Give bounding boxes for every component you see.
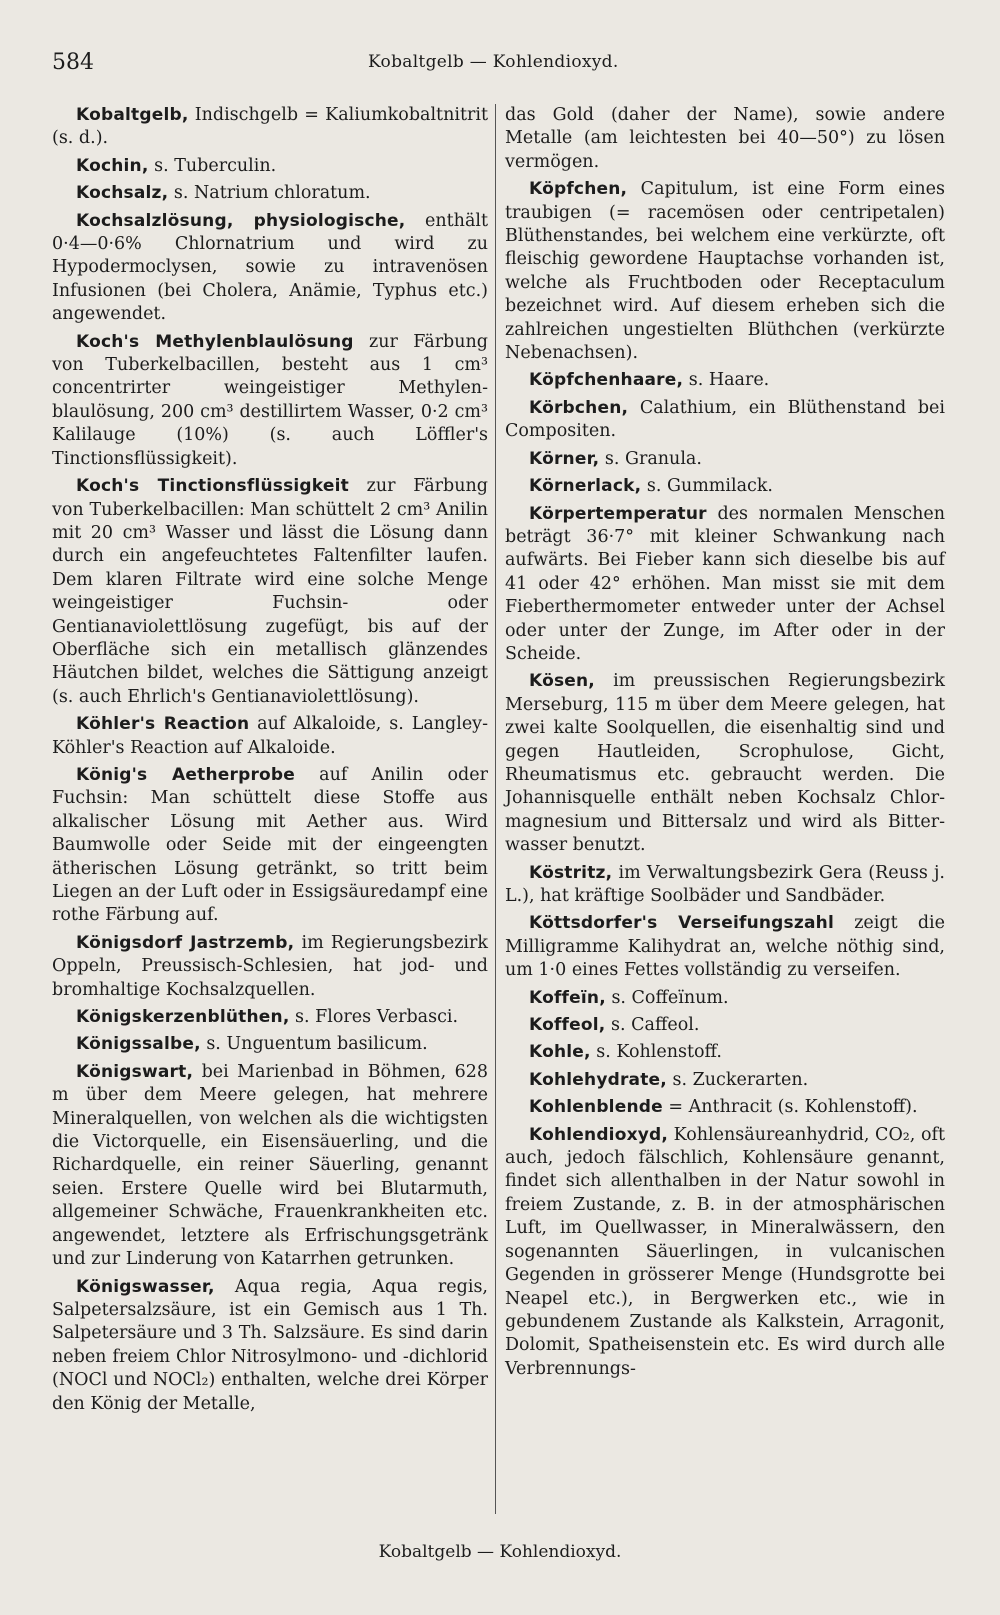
entry-headword: König's Aetherprobe [76, 764, 296, 785]
entry-text: Aqua regia, Aqua regis, Salpetersalzsäure, ist ein Gemisch aus 1 Th. Salpetersäure und 3 Th. Salzsäure. Es sind darin neben freiem Chlor Nitrosylmono- und -dichlorid (NOCl und NOCl₂) enthalten, welche drei Körper den König der Metalle, [52, 1276, 488, 1414]
entry-text: s. Tuberculin. [148, 155, 277, 176]
entry-text: Calathium, ein Blüthenstand bei Compositen. [505, 397, 945, 442]
entry [52, 155, 488, 178]
entry-text: s. Unguentum basilicum. [200, 1034, 428, 1055]
entry [52, 1061, 488, 1272]
entry-headword: Königswasser, [76, 1276, 215, 1297]
entry [505, 397, 945, 444]
entry-headword: Kohlendioxyd, [529, 1124, 669, 1145]
entry-headword: Körnerlack, [529, 476, 642, 497]
entry [52, 331, 488, 471]
entry-text: s. Coffeïnum. [605, 987, 729, 1008]
entry-headword: Körbchen, [529, 397, 629, 418]
entry [505, 1014, 945, 1037]
entry-headword: Königssalbe, [76, 1034, 201, 1055]
entry [505, 503, 945, 667]
entry [52, 764, 488, 928]
entry [505, 1096, 945, 1119]
entry [505, 1124, 945, 1381]
entry-headword: Königskerzenblüthen, [76, 1007, 290, 1028]
entry-headword: Köpfchenhaare, [529, 370, 684, 391]
entry-text: Capitulum, ist eine Form eines traubigen (= racemösen oder centripetalen) Blüthenstandes, bei welchem eine verkürzte, oft fleischig gewordene Hauptachse vorhanden ist, welche als Fruchtboden oder Receptaculum bezeichnet wird. Auf diesem erheben sich die zahlreichen ungestielten Blüthchen (verkürzte Nebenachsen). [505, 179, 945, 364]
entry-headword: Köhler's Reaction [76, 714, 250, 735]
page-footer: Kobaltgelb — Kohlendioxyd. [378, 1542, 622, 1562]
entry [52, 1276, 488, 1416]
entry-text: im Regierungsbezirk Oppeln, Preussisch-Schlesien, hat jod- und bromhaltige Kochsalzquellen. [52, 932, 488, 1000]
entry-text: des normalen Menschen beträgt 36·7° mit kleiner Schwankung nach aufwärts. Bei Fieber kann sich dieselbe bis auf 41 oder 42° erhöhen. Man misst sie mit dem Fieberthermometer entweder unter der Achsel oder unter der Zunge, im After oder in der Scheide. [505, 503, 945, 664]
running-head: Kobaltgelb — Kohlendioxyd. [368, 52, 619, 72]
entry [505, 448, 945, 471]
entry-text: Kohlensäureanhydrid, CO₂, oft auch, jedoch fälschlich, Kohlensäure genannt, findet sich allenthalben in der Natur sowohl in freiem Zustande, z. B. in der atmosphärischen Luft, im Quellwasser, in Mineralwässern, den sogenannten Säuerlingen, in vulcanischen Gegenden in grösserer Menge (Hundsgrotte bei Neapel etc.), in Bergwerken etc., wie in gebundenem Zustande als Kalkstein, Arragonit, Dolomit, Spatheisenstein etc. Es wird durch alle Verbrennungs- [505, 1124, 945, 1379]
entry-text: s. Natrium chloratum. [168, 183, 371, 204]
entry [505, 670, 945, 857]
entry [505, 369, 945, 392]
entry [52, 713, 488, 760]
entry-headword: Kochin, [76, 155, 149, 176]
entry-headword: Königsdorf Jastrzemb, [76, 932, 295, 953]
entry-headword: Körner, [529, 448, 600, 469]
entry-headword: Koffeol, [529, 1015, 606, 1036]
entry [52, 182, 488, 205]
left-column [52, 104, 488, 1420]
entry-text: bei Marienbad in Böhmen, 628 m über dem Meere gelegen, hat mehrere Mineralquellen, von welchen als die wichtigsten die Victorquelle, ein Eisensäuerling, und die Richardquelle, ein reiner Säuerling, genannt seien. Erstere Quelle wird bei Blutarmuth, allgemeiner Schwäche, Frauenkrankheiten etc. angewendet, letztere als Erfrischungsgetränk und zur Linderung von Katarrhen getrunken. [52, 1061, 488, 1270]
entry-text: auf Anilin oder Fuchsin: Man schüttelt diese Stoffe aus alkalischer Lösung mit Aether aus. Wird Baumwolle oder Seide mit der eingeengten ätherischen Lösung getränkt, so tritt beim Liegen an der Luft oder in Essigsäuredampf eine rothe Färbung auf. [52, 764, 488, 926]
entry-text: auf Alkaloide, s. Langley-Köhler's Reaction auf Alkaloide. [52, 714, 488, 758]
entry-headword: Königswart, [76, 1061, 194, 1082]
entry-text: im preussischen Regierungsbezirk Merseburg, 115 m über dem Meere gelegen, hat zwei kalte Soolquellen, die eisenhaltig sind und gegen Hautleiden, Scrophulose, Gicht, Rheumatismus etc. gebraucht werden. Die Johannisquelle enthält neben Kochsalz Chlormagnesium und Bittersalz und wird als Bitterwasser benutzt. [505, 671, 945, 856]
entry [505, 1041, 945, 1064]
entry-text: s. Zuckerarten. [666, 1069, 809, 1090]
entry-headword: Koffeïn, [529, 987, 606, 1008]
entry-text: s. Flores Verbasci. [289, 1007, 459, 1028]
entry-headword: Kohlehydrate, [529, 1069, 667, 1090]
entry-text: s. Granula. [599, 448, 702, 469]
entry [505, 987, 945, 1010]
entry [505, 475, 945, 498]
page-number: 584 [52, 50, 94, 75]
entry-text: das Gold (daher der Name), sowie andere Metalle (am leichtesten bei 40—50°) zu lösen vermögen. [505, 105, 945, 172]
entry-headword: Koch's Methylenblaulösung [76, 331, 354, 352]
entry [52, 210, 488, 327]
entry [52, 1006, 488, 1029]
entry [52, 932, 488, 1002]
entry-headword: Körpertemperatur [529, 503, 707, 524]
entry-text: = Anthracit (s. Kohlenstoff). [662, 1097, 918, 1118]
entry-text: s. Caffeol. [605, 1015, 700, 1036]
entry-headword: Köstritz, [529, 862, 613, 883]
entry-continuation [505, 104, 945, 174]
entry-headword: Köttsdorfer's Verseifungszahl [529, 913, 834, 934]
entry [505, 178, 945, 365]
entry-headword: Kobaltgelb, [76, 105, 189, 125]
entry-headword: Kochsalz, [76, 183, 169, 204]
entry-text: enthält 0·4—0·6% Chlornatrium und wird zu Hypodermoclysen, sowie zu intravenösen Infusionen (bei Cholera, Anämie, Typhus etc.) angewendet. [52, 210, 489, 325]
entry [505, 862, 945, 909]
entry [52, 1033, 488, 1056]
entry-headword: Köpfchen, [529, 179, 628, 200]
entry [505, 1069, 945, 1092]
entry-text: im Verwaltungsbezirk Gera (Reuss j. L.), hat kräftige Soolbäder und Sandbäder. [505, 862, 945, 906]
entry-headword: Kochsalzlösung, physiologische, [76, 210, 406, 231]
entry-text: zur Färbung von Tuberkelbacillen: Man schüttelt 2 cm³ Anilin mit 20 cm³ Wasser und lässt die Lösung dann durch ein angefeuchtetes Faltenfilter laufen. Dem klaren Filtrate wird eine solche Menge weingeistiger Fuchsin- oder Gentianaviolettlösung zugefügt, bis auf der Oberfläche sich ein metallisch glänzendes Häutchen bildet, welches die Sättigung anzeigt (s. auch Ehrlich's Gentianaviolettlösung). [52, 476, 488, 707]
entry-text: s. Kohlenstoff. [590, 1042, 722, 1063]
entry-headword: Kösen, [529, 671, 595, 692]
entry [52, 475, 488, 709]
entry-text: s. Gummilack. [641, 476, 773, 497]
entry-text: zeigt die Milligramme Kalihydrat an, welche nöthig sind, um 1·0 eines Fettes vollständig zu verseifen. [505, 913, 945, 981]
entry-text: s. Haare. [683, 370, 770, 391]
entry [52, 104, 488, 151]
entry-headword: Kohlenblende [529, 1097, 663, 1118]
entry-text: zur Färbung von Tuberkelbacillen, besteht aus 1 cm³ concentrirter weingeistiger Methylenblaulösung, 200 cm³ destillirtem Wasser, 0·2 cm³ Kalilauge (10%) (s. auch Löffler's Tinctionsflüssigkeit). [52, 331, 489, 469]
entry [505, 912, 945, 982]
entry-headword: Koch's Tinctionsflüssigkeit [76, 476, 349, 497]
column-divider [495, 104, 496, 1514]
entry-text: Indischgelb = Kaliumkobaltnitrit (s. d.). [52, 105, 488, 149]
right-column [505, 104, 945, 1385]
entry-headword: Kohle, [529, 1042, 591, 1063]
page-header [0, 46, 1000, 76]
